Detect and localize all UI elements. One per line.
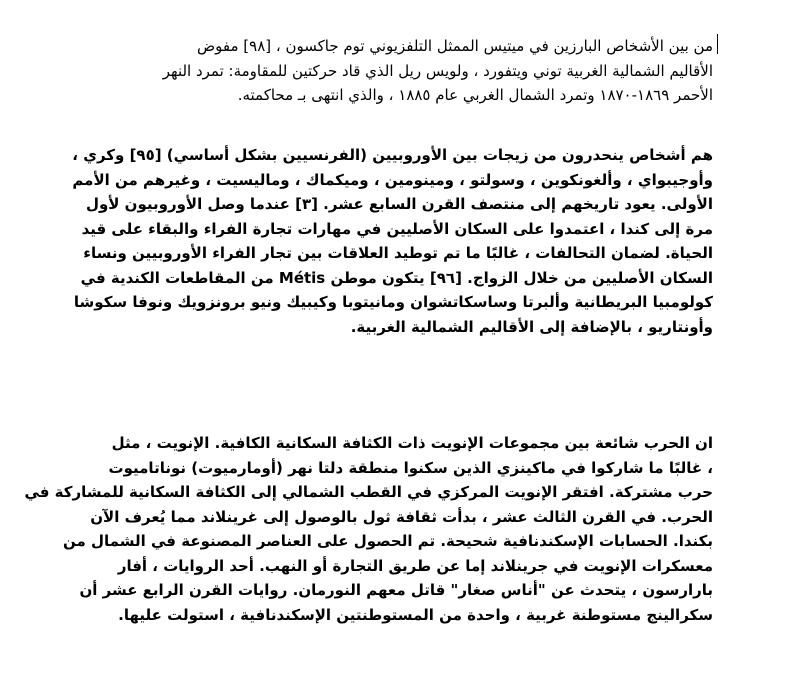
text-line: كولومبيا البريطانية وألبرتا وساسكاتشوان ومانيتوبا وكيبيك ونيو برونزويك ونوفا سكوشا <box>73 293 713 311</box>
text-line: معسكرات الإنويت في جرينلاند إما عن طريق التجارة أو النهب. أحد الروايات ، أفار <box>117 556 713 575</box>
paragraph-inuit-warfare <box>24 431 713 627</box>
text-line: بارارسون ، يتحدث عن "أناس صغار" قاتل معهم النورمان. روايات القرن الرابع عشر أن <box>79 581 713 599</box>
text-line: هم أشخاص ينحدرون من زيجات بين الأوروبيين (الفرنسيين بشكل أساسي) [٩٥] وكري ، <box>72 146 713 164</box>
text-line: مرة إلى كندا ، اعتمدوا على السكان الأصليين في مهارات تجارة الفراء والبقاء على قيد <box>81 219 713 238</box>
paragraph-metis-origins <box>72 143 713 339</box>
text-line: حرب مشتركة. افتقر الإنويت المركزي في القطب الشمالي إلى الكثافة السكانية للمشاركة في <box>24 483 713 501</box>
text-line: السكان الأصليين من خلال الزواج. [٩٦] يتكون موطن Métis من المقاطعات الكندية في <box>80 268 713 287</box>
text-line: الأقاليم الشمالية الغربية توني ويتفورد ، ولويس ريل الذي قاد حركتين للمقاومة: تمرد النهر <box>162 61 713 80</box>
text-line: من بين الأشخاص البارزين في ميتيس الممثل التلفزيوني توم جاكسون ، [٩٨] مفوض <box>197 37 713 55</box>
text-line: بكندا. الحسابات الإسكندنافية شحيحة. تم الحصول على العناصر المصنوعة في الشمال من <box>63 532 713 550</box>
text-line: الأحمر ١٨٦٩-١٨٧٠ وتمرد الشمال الغربي عام ١٨٨٥ ، والذي انتهى بـ محاكمته. <box>237 86 713 104</box>
text-line: وأوجيبواي ، وألغونكوين ، وسولتو ، ومينومين ، وميكماك ، وماليسيت ، وغيرهم من الأمم <box>72 170 713 189</box>
text-line: وأونتاريو ، بالإضافة إلى الأقاليم الشمالية الغربية. <box>350 317 713 336</box>
text-line: الحرب. في القرن الثالث عشر ، بدأت ثقافة ثول بالوصول إلى غرينلاند مما يُعرف الآن <box>90 507 713 526</box>
text-line: ان الحرب شائعة بين مجموعات الإنويت ذات الكثافة السكانية الكافية. الإنويت ، مثل <box>111 434 713 452</box>
text-line: الأولى. يعود تاريخهم إلى منتصف القرن السابع عشر. [٣] عندما وصل الأوروبيون لأول <box>85 195 713 213</box>
paragraph-notable-metis <box>98 34 713 108</box>
text-line: سكرالينج مستوطنة غربية ، واحدة من المستوطنتين الإسكندنافية ، استولت عليها. <box>118 605 713 624</box>
text-line: ، غالبًا ما شاركوا في ماكينزي الذين سكنوا منطقة دلتا نهر (أومارميوت) نوناتاميوت <box>108 458 713 477</box>
text-line: الحياة. لضمان التحالفات ، غالبًا ما تم توطيد العلاقات بين تجار الفراء الأوروبيين ونساء <box>83 244 713 262</box>
text-cursor <box>717 34 718 54</box>
